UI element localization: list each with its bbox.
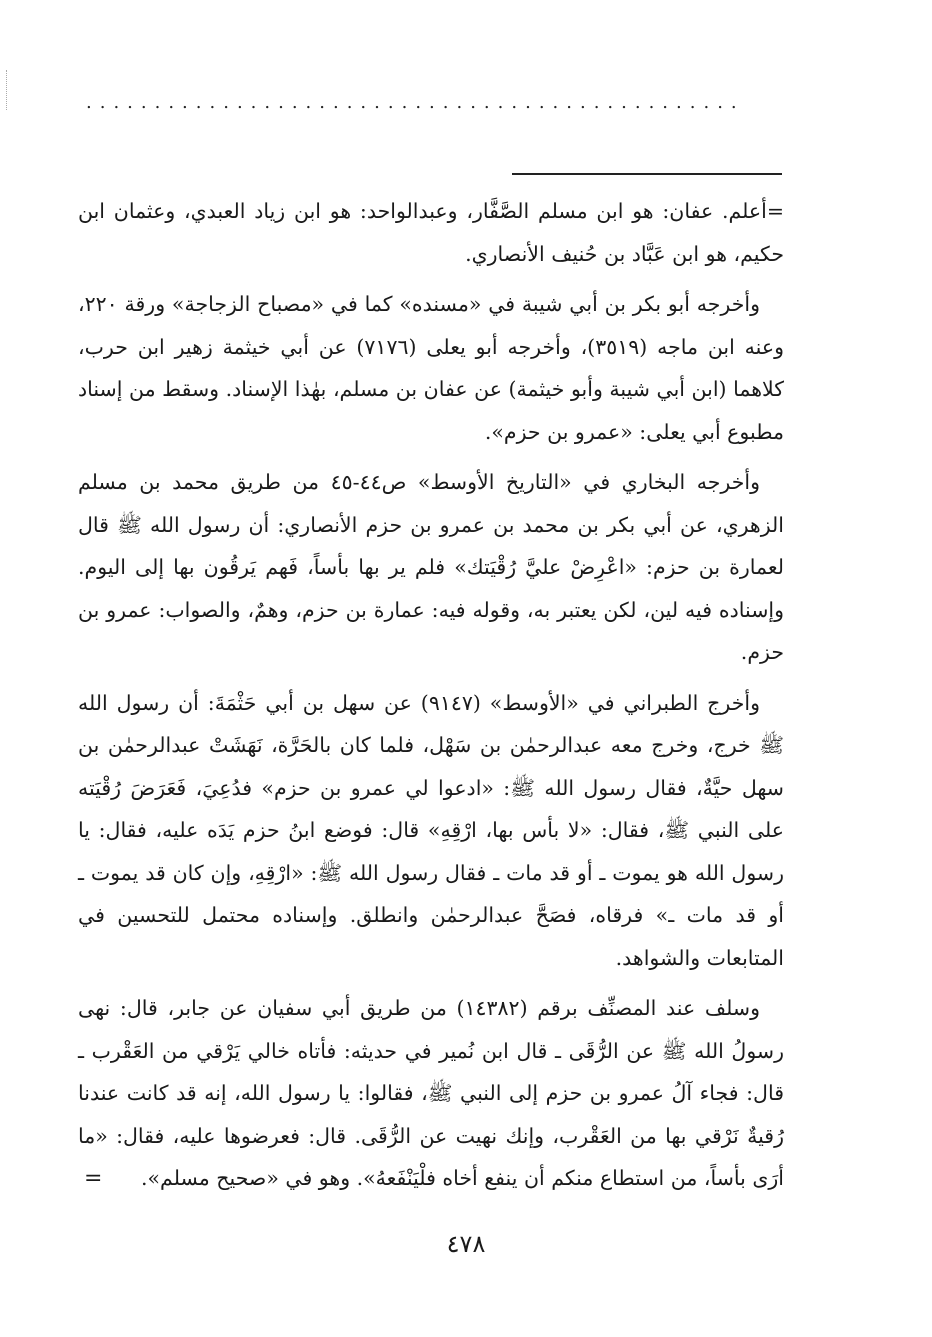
footnote-paragraph: وسلف عند المصنِّف برقم (١٤٣٨٢) من طريق أبي سفيان عن جابر، قال: نهى رسولُ الله ﷺ عن الرُّقَى ـ قال ابن نُمير في حديثه: فأتاه خالي يَرْقي من العَقْرب ـ قال: فجاء آلُ عمرو بن حزم إلى النبي ﷺ، فقالوا: يا رسول الله، إنه قد كانت عندنا رُقيةٌ نَرْقي بها من العَقْرب، وإنك نهيت عن الرُّقَى. قال: فعرضوها عليه، فقال: «ما أرَى بأساً، من استطاع منكم أن ينفع أخاه فلْيَنْفَعهُ». وهو في «صحيح مسلم». (78, 996, 784, 1190)
footnote-paragraph: وأخرجه البخاري في «التاريخ الأوسط» ص٤٤-٤٥ من طريق محمد بن مسلم الزهري، عن أبي بكر بن محمد بن عمرو بن حزم الأنصاري: أن رسول الله ﷺ قال لعمارة بن حزم: «اعْرِضْ عليَّ رُقْيَتك» فلم ير بها بأساً، فَهم يَرقُون بها إلى اليوم. وإسناده فيه لين، لكن يعتبر به، وقوله فيه: عمارة بن حزم، وهمٌ، والصواب: عمرو بن حزم. (78, 470, 784, 664)
page-number: ٤٧٨ (446, 1230, 486, 1258)
footnotes-body (78, 190, 784, 1208)
footnote-paragraph: =أعلم. عفان: هو ابن مسلم الصَّفَّار، وعبدالواحد: هو ابن زياد العبدي، وعثمان ابن حكيم، هو ابن عَبَّاد بن حُنيف الأنصاري. (78, 199, 784, 266)
margin-scan-mark (6, 70, 15, 110)
footnote-paragraph: وأخرجه أبو بكر بن أبي شيبة في «مسنده» كما في «مصباح الزجاجة» ورقة ٢٢٠، وعنه ابن ماجه (٣٥١٩)، وأخرجه أبو يعلى (٧١٧٦) عن أبي خيثمة زهير ابن حرب، كلاهما (ابن أبي شيبة وأبو خيثمة) عن عفان بن مسلم، بهٰذا الإسناد. وسقط من إسناد مطبوع أبي يعلى: «عمرو بن حزم». (78, 292, 784, 444)
footnote-paragraph: وأخرج الطبراني في «الأوسط» (٩١٤٧) عن سهل بن أبي حَثْمَةَ: أن رسول الله ﷺ خرج، وخرج معه عبدالرحمٰن بن سَهْل، فلما كان بالحَرَّة، نَهَشَتْ عبدالرحمٰن بن سهل حيَّةٌ، فقال رسول الله ﷺ: «ادعوا لي عمرو بن حزم» فدُعِيَ، فَعَرَضَ رُقْيَته على النبي ﷺ، فقال: «لا بأس بها، ارْقِهِ» قال: فوضع ابنُ حزم يَدَه عليه، فقال: يا رسول الله هو يموت ـ أو قد مات ـ فقال رسول الله ﷺ: «ارْقِهِ، وإن كان قد يموت ـ أو قد مات ـ» فرقاه، فصَحَّ عبدالرحمٰن وانطلق. وإسناده محتمل للتحسين في المتابعات والشواهد. (78, 690, 784, 970)
top-dotted-line: ................................................ (86, 92, 745, 113)
footnote-separator-rule (512, 173, 782, 175)
continuation-mark: = (84, 1166, 103, 1191)
